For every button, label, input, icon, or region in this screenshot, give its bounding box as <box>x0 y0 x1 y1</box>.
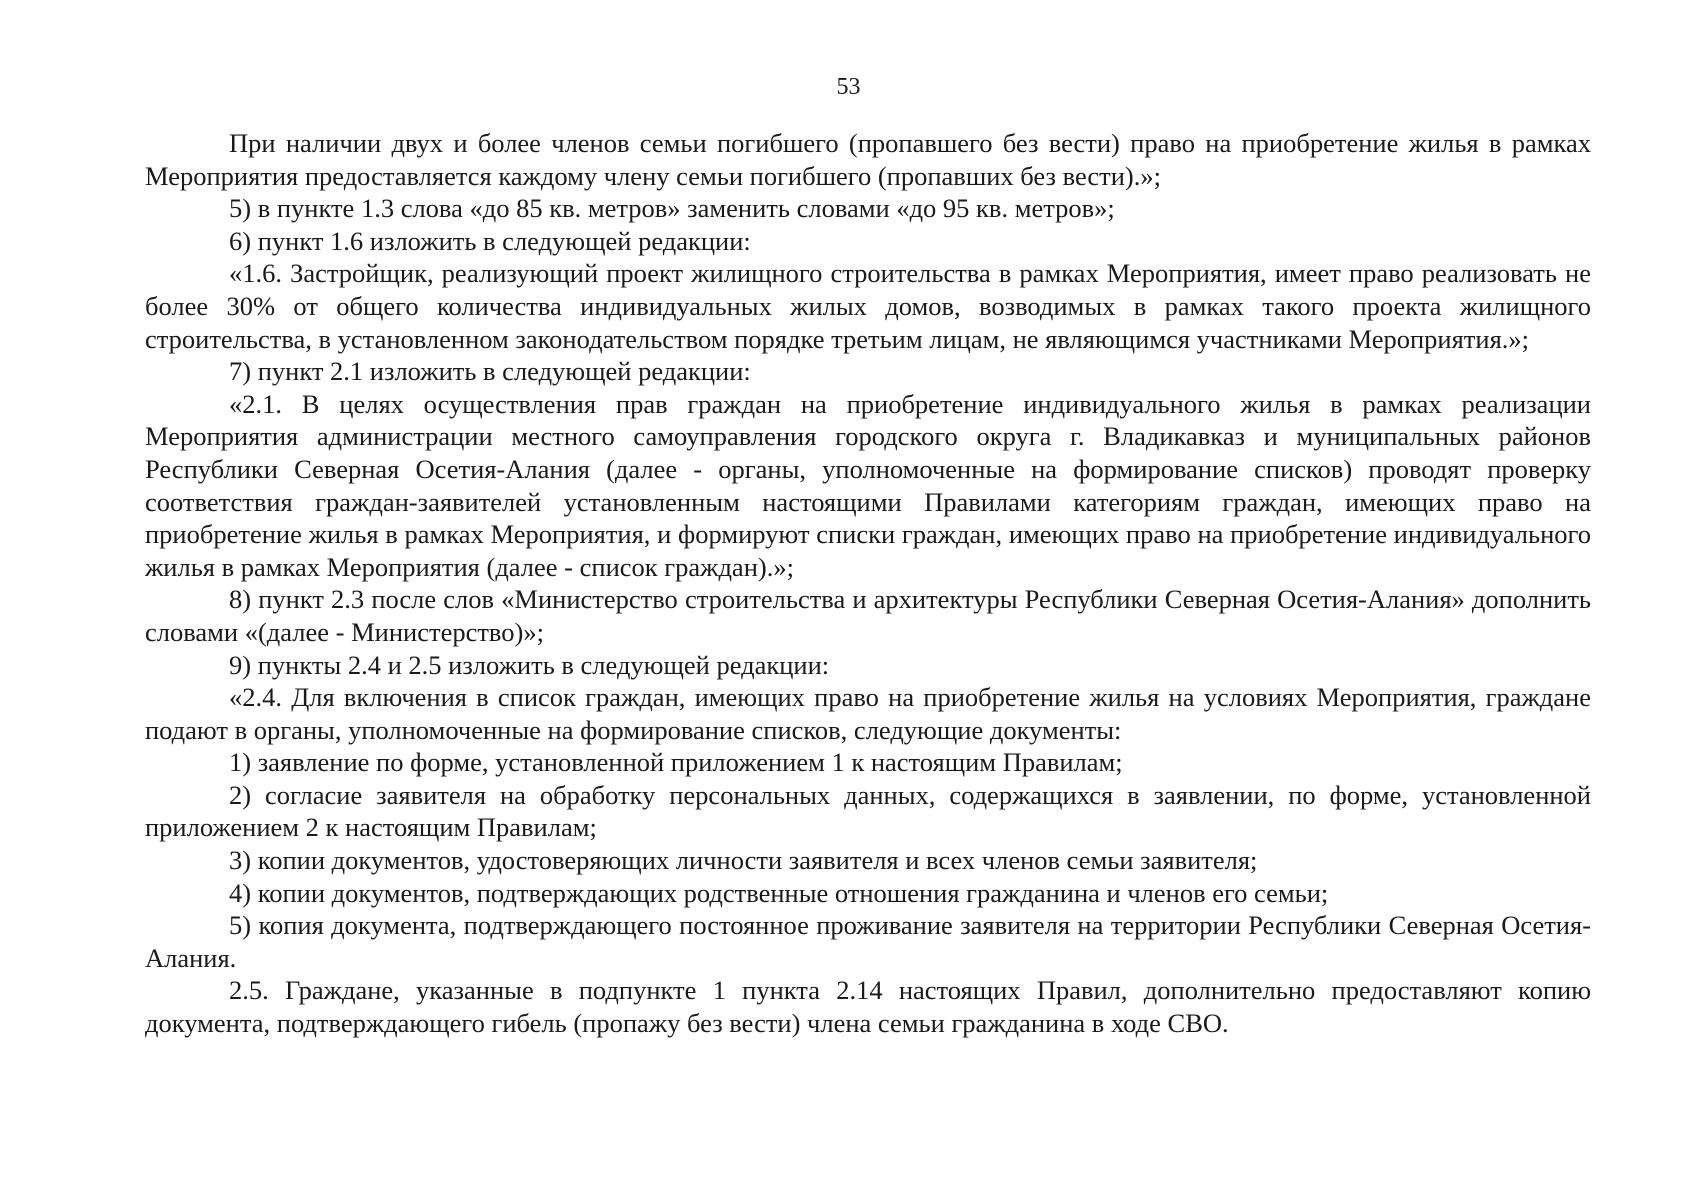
paragraph-3: 6) пункт 1.6 изложить в следующей редакции: <box>229 225 751 256</box>
paragraph-12: 3) копии документов, удостоверяющих личности заявителя и всех членов семьи заявителя; <box>229 845 1258 876</box>
paragraph-2: 5) в пункте 1.3 слова «до 85 кв. метров» заменить словами «до 95 кв. метров»; <box>229 193 1115 224</box>
paragraph-7: 8) пункт 2.3 после слов «Министерство строительства и архитектуры Республики Северная Осетия-Алания» дополнить словами «(далее - Министерство)»; <box>145 584 1591 647</box>
paragraph-1: При наличии двух и более членов семьи погибшего (пропавшего без вести) право на приобретение жилья в рамках Мероприятия предоставляется каждому члену семьи погибшего (пропавших без вести).»; <box>145 128 1591 191</box>
paragraph-15: 2.5. Граждане, указанные в подпункте 1 пункта 2.14 настоящих Правил, дополнительно предоставляют копию документа, подтверждающего гибель (пропажу без вести) члена семьи гражданина в ходе СВО. <box>145 975 1591 1039</box>
paragraph-6: «2.1. В целях осуществления прав граждан на приобретение индивидуального жилья в рамках реализации Мероприятия администрации местного самоуправления городского округа г. Владикавказ и муниципальных районов Республики Северная Осетия-Алания (далее - органы, уполномоченные на формирование списков) проводят проверку соответствия граждан-заявителей установленным настоящими Правилами категориям граждан, имеющих право на приобретение жилья в рамках Мероприятия, и формируют списки граждан, имеющих право на приобретение индивидуального жилья в рамках Мероприятия (далее - список граждан).»; <box>145 388 1591 582</box>
paragraph-5: 7) пункт 2.1 изложить в следующей редакции: <box>229 356 751 387</box>
paragraph-10: 1) заявление по форме, установленной приложением 1 к настоящим Правилам; <box>229 747 1123 778</box>
paragraph-8: 9) пункты 2.4 и 2.5 изложить в следующей редакции: <box>229 649 830 680</box>
paragraph-11: 2) согласие заявителя на обработку персональных данных, содержащихся в заявлении, по форме, установленной приложением 2 к настоящим Правилам; <box>145 779 1591 843</box>
paragraph-9: «2.4. Для включения в список граждан, имеющих право на приобретение жилья на условиях Мероприятия, граждане подают в органы, уполномоченные на формирование списков, следующие документы: <box>145 682 1591 745</box>
page-number: 53 <box>836 74 861 100</box>
paragraph-4: «1.6. Застройщик, реализующий проект жилищного строительства в рамках Мероприятия, имеет право реализовать не более 30% от общего количества индивидуальных жилых домов, возводимых в рамках такого проекта жилищного строительства, в установленном законодательством порядке третьим лицам, не являющимся участниками Мероприятия.»; <box>145 258 1591 354</box>
paragraph-14: 5) копия документа, подтверждающего постоянное проживание заявителя на территории Республики Северная Осетия-Алания. <box>145 910 1591 973</box>
document-body <box>145 127 1591 1040</box>
paragraph-13: 4) копии документов, подтверждающих родственные отношения гражданина и членов его семьи; <box>229 877 1329 908</box>
